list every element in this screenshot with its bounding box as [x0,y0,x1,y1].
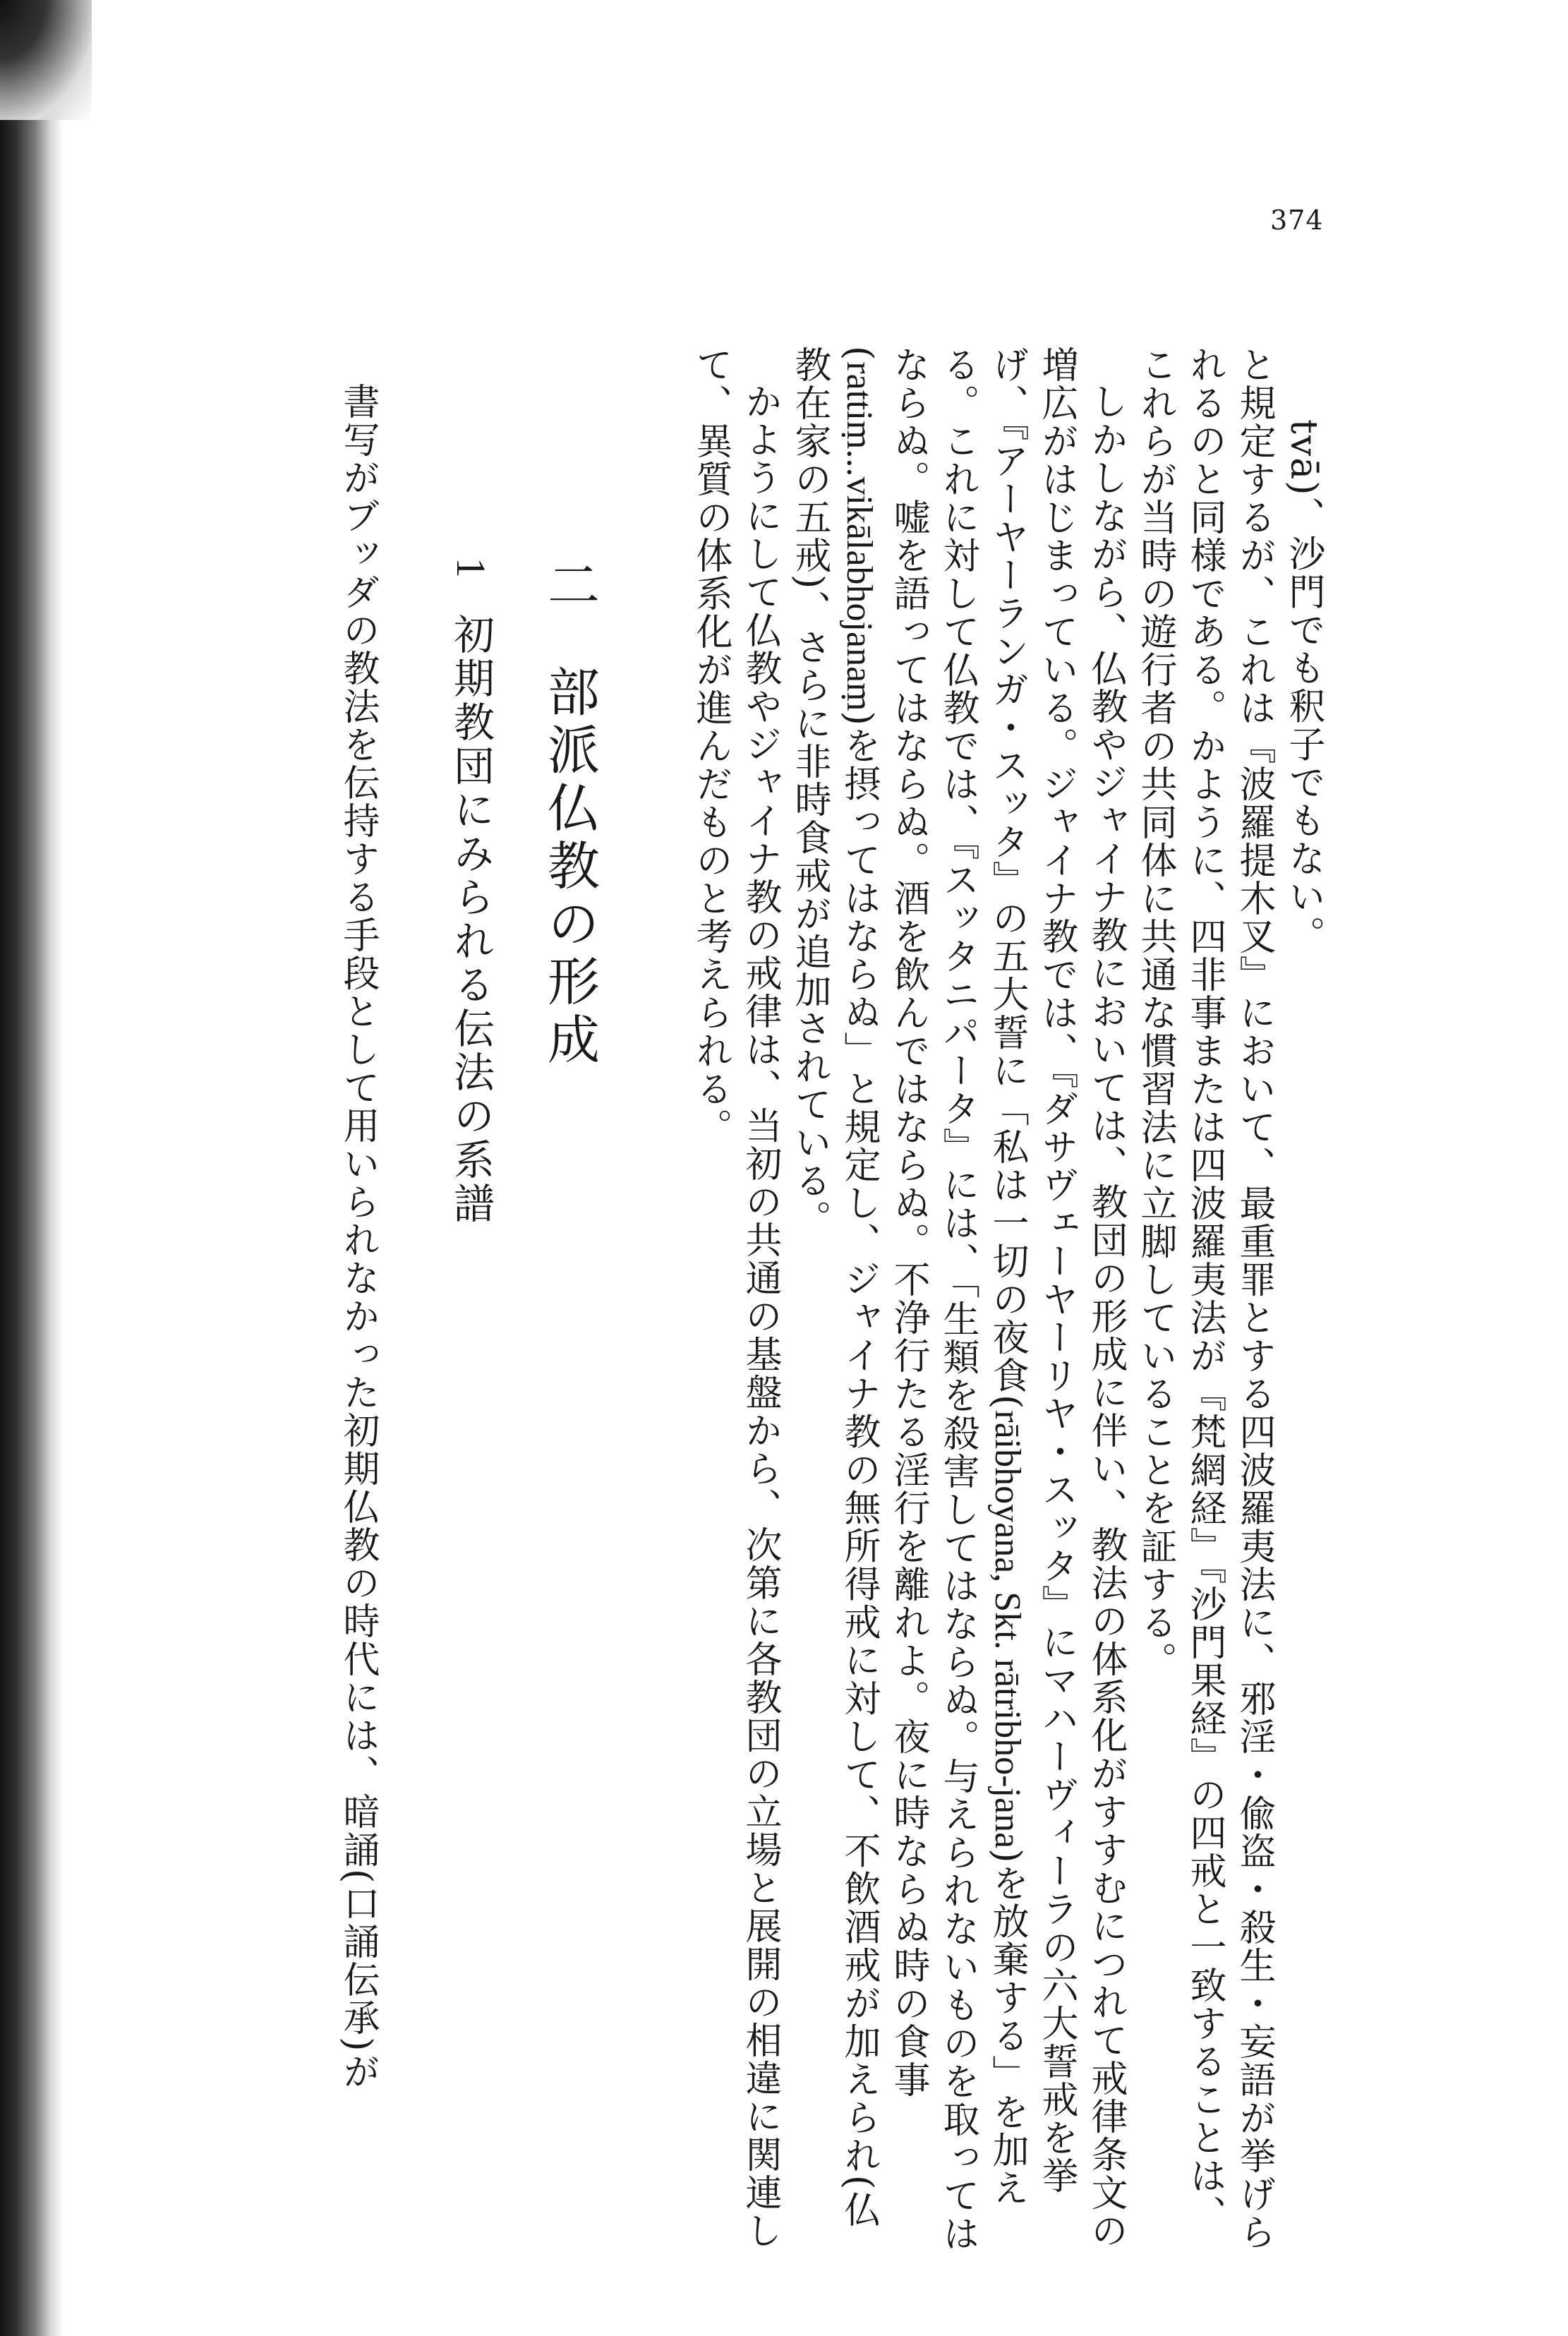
paragraph-2-intro: しかしながら、仏教やジャイナ教においては、教団の形成に伴い、教法の体系化がすすむにつれて戒律条文の増広がはじまっている。ジャイナ教では、『ダサヴェーヤーリヤ・スッタ』にマハーヴィーラの六大誓戒を挙げ、『アーヤーランガ・スッタ』の五大誓に「私は一切の夜食( [986,346,1127,2250]
paragraph-3-text: かようにして仏教やジャイナ教の戒律は、当初の共通の基盤から、次第に各教団の立場と展開の相違に関連して、異質の体系化が進んだものと考えられる。 [689,346,781,2250]
vertical-text-body [333,346,1328,2265]
paragraph-1-text: と規定するが、これは『波羅提木叉』において、最重罪とする四波羅夷法に、邪淫・偸盗・殺生・妄語が挙げられるのと同様である。かように、四非事または四波羅夷法が『梵網経』『沙門果経』の四戒と一致することは、これらが当時の遊行者の共同体に共通な慣習法に立脚していることを証する。 [1134,346,1275,2251]
paragraph-2 [785,346,1130,2265]
section-spacer [594,346,686,2265]
page-corner-shadow [0,0,92,120]
subsection-heading [382,346,495,2265]
continued-line: tvā)、沙門でも釈子でもない。 [1282,419,1325,954]
latin-term-1: rāibhoyana, Skt. rātribho-jana [987,1410,1027,1849]
paragraph-1 [1130,346,1279,2265]
section-paragraph-text: 書写がブッダの教法を伝持する手段として用いられなかった初期仏教の時代には、暗誦(口誦伝承)が [337,383,379,2091]
section-title: 部派仏教の形成 [539,665,600,1070]
latin-term-2: rattiṃ...vikālabhojanaṃ [839,361,879,711]
subsection-number: 1 [448,558,494,578]
subsection-title: 初期教団にみられる伝法の系譜 [447,613,495,1226]
paragraph-2-mid: )を放棄する」を加える。これに対して仏教では、『スッタニパータ』には、「生類を殺害してはならぬ。与えられないものを取ってはならぬ。嘘を語ってはならぬ。酒を飲んではならぬ。不浄行たる淫行を離れよ。夜に時ならぬ時の食事( [838,346,1028,2253]
section-number: 二 [539,558,600,615]
section-paragraph [333,346,382,2265]
paragraph-2-end: )を摂ってはならぬ」と規定し、ジャイナ教の無所得戒に対して、不飲酒戒が加えられ(仏教在家の五戒)、さらに非時食戒が追加されている。 [788,346,880,2229]
book-spine-shadow [0,0,64,2336]
paragraph-3 [686,346,785,2265]
section-heading [495,346,600,2265]
page-number: 374 [1270,205,1324,236]
